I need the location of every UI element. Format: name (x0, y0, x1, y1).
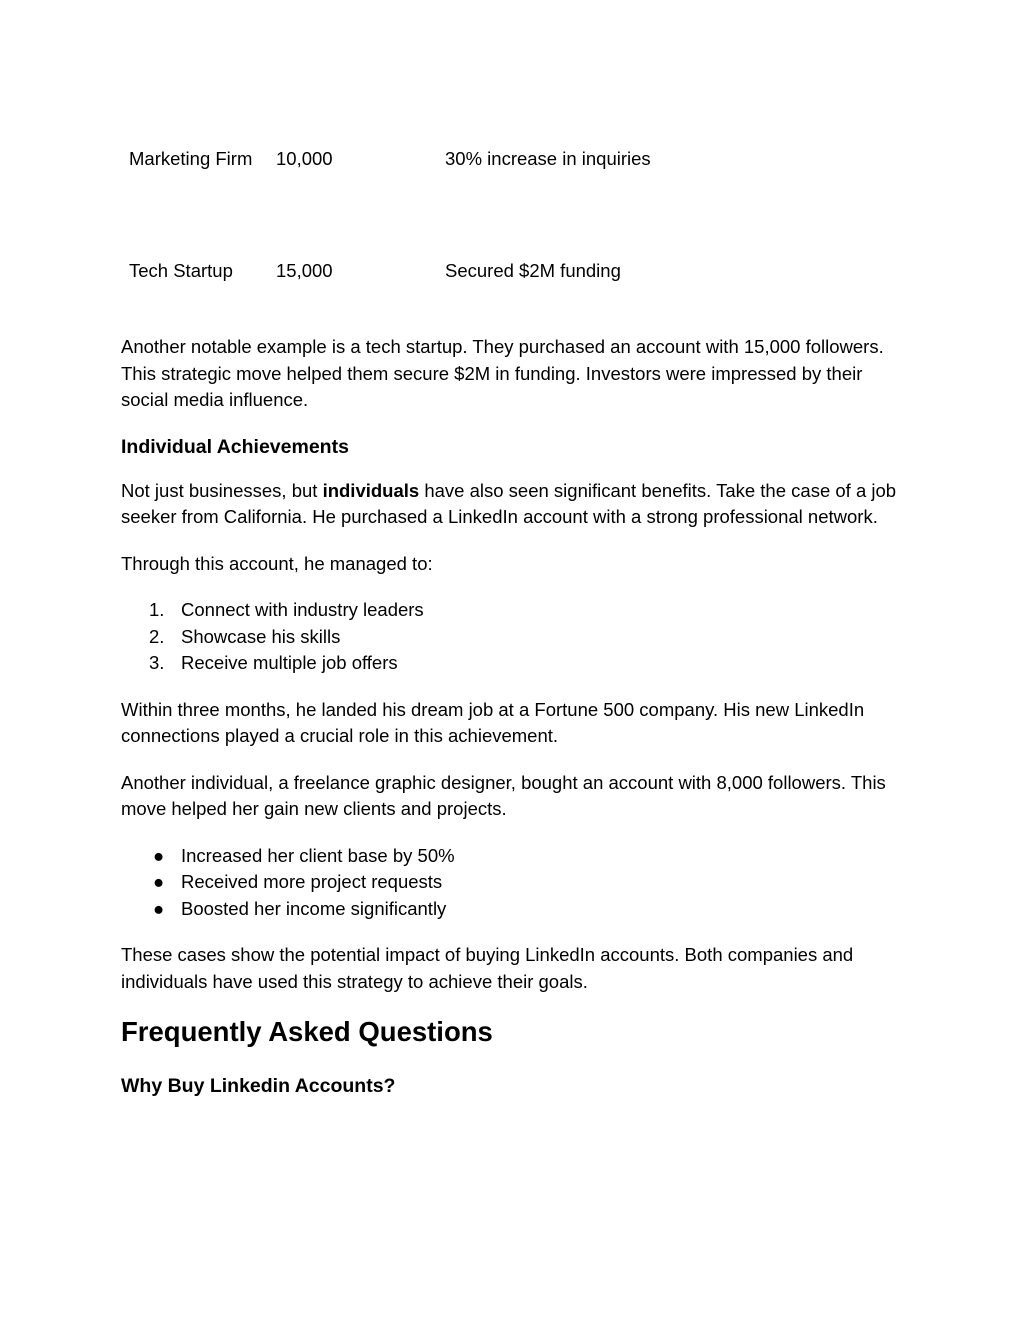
list-item-text: Showcase his skills (181, 625, 341, 647)
list-item (149, 624, 911, 651)
list-number: 1. (149, 599, 165, 620)
heading-faq: Frequently Asked Questions (121, 1016, 493, 1047)
bullet-icon: ● (153, 897, 165, 919)
table-cell-type: Marketing Firm (129, 148, 253, 169)
paragraph-designer: Another individual, a freelance graphic designer, bought an account with 8,000 followers. This move helped her gain new clients and projects. (121, 771, 886, 819)
paragraph-through: Through this account, he managed to: (121, 552, 433, 574)
list-number: 3. (149, 652, 165, 673)
paragraph-startup: Another notable example is a tech startup. They purchased an account with 15,000 followers. This strategic move helped them secure $2M in funding. Investors were impressed by their social media influence. (121, 336, 884, 410)
bullet-icon: ● (153, 844, 165, 866)
list-item (153, 843, 911, 870)
table-cell-followers: 10,000 (276, 148, 333, 169)
document-body (121, 334, 911, 1117)
list-item-text: Boosted her income significantly (181, 897, 447, 919)
table-cell-type: Tech Startup (129, 260, 233, 281)
paragraph-text: have also seen significant benefits. Take the case of a job seeker from California. He purchased a LinkedIn account with a strong professional network. (121, 479, 897, 527)
list-item (153, 896, 911, 923)
table-cell-result: 30% increase in inquiries (445, 148, 651, 169)
bullet-icon: ● (153, 871, 165, 892)
heading-individual-achievements: Individual Achievements (121, 435, 349, 458)
paragraph-text: Not just businesses, but (121, 479, 323, 501)
list-number: 2. (149, 625, 165, 647)
heading-why-buy: Why Buy Linkedin Accounts? (121, 1075, 396, 1097)
paragraph-within: Within three months, he landed his dream job at a Fortune 500 company. His new LinkedIn connections played a crucial role in this achievement. (121, 698, 865, 746)
list-item-text: Increased her client base by 50% (181, 844, 455, 866)
list-item-text: Received more project requests (181, 871, 443, 892)
list-item-text: Connect with industry leaders (181, 599, 424, 620)
table-row (121, 258, 681, 318)
results-table (121, 146, 681, 318)
table-cell-result: Secured $2M funding (445, 260, 621, 281)
list-item (153, 869, 911, 896)
bullet-list (121, 843, 911, 923)
table-cell-followers: 15,000 (276, 260, 333, 281)
table-row (121, 146, 681, 258)
paragraph-cases: These cases show the potential impact of buying LinkedIn accounts. Both companies and individuals have used this strategy to achieve their goals. (121, 944, 854, 992)
ordered-list (121, 597, 911, 677)
list-item-text: Receive multiple job offers (181, 652, 398, 673)
list-item (149, 597, 911, 624)
list-item (149, 650, 911, 677)
bold-text: individuals (322, 479, 420, 501)
paragraph-individuals (121, 478, 911, 531)
